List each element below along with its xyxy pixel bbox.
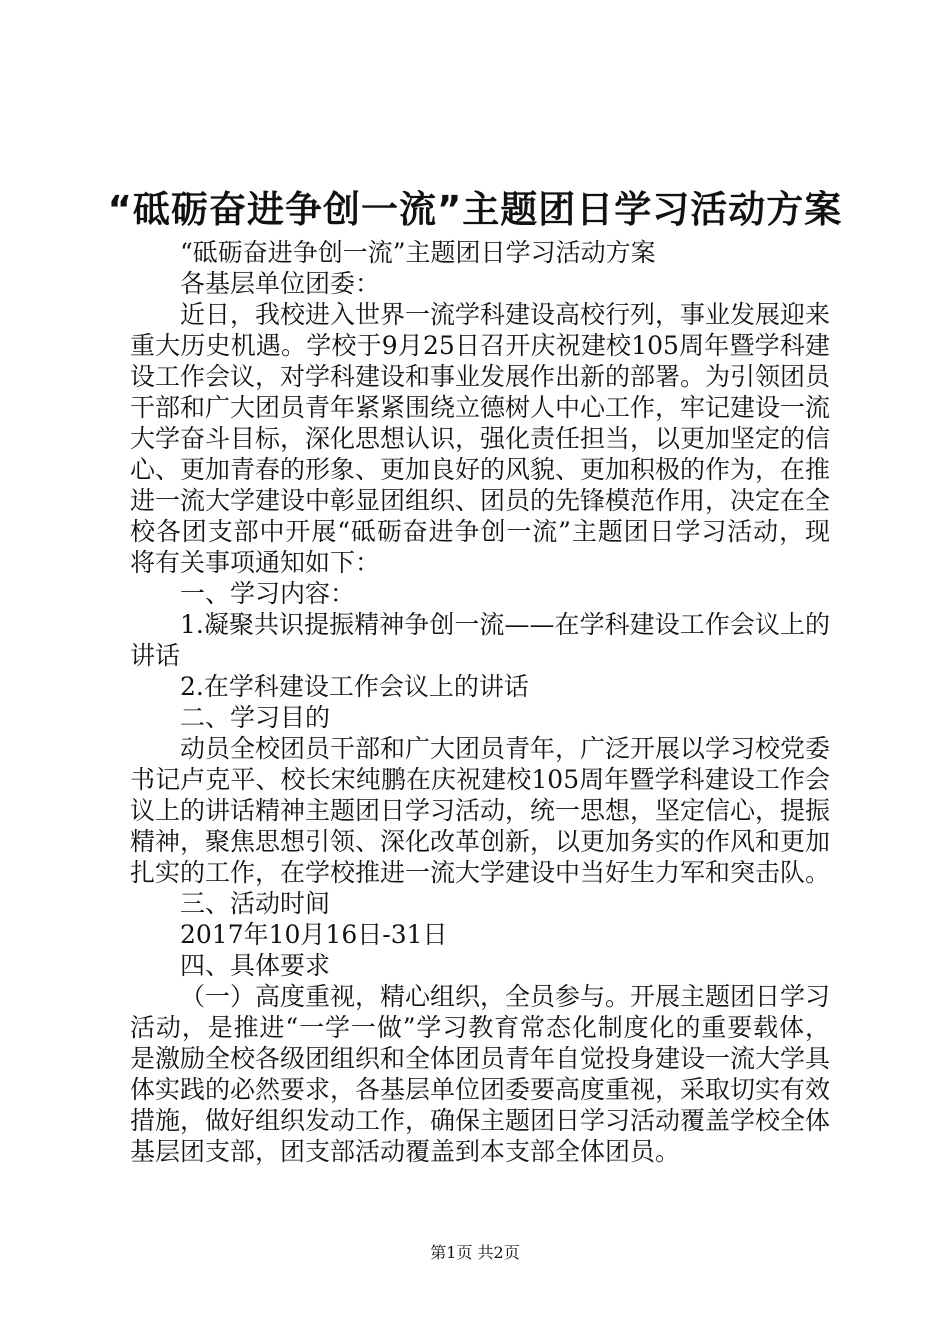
subtitle-paragraph: “砥砺奋进争创一流”主题团日学习活动方案 — [180, 238, 656, 267]
content-item-1: 1.凝聚共识提振精神争创一流——在学科建设工作会议上的讲话 — [130, 610, 830, 670]
section-heading-requirements: 四、具体要求 — [180, 951, 331, 980]
document-title: “砥砺奋进争创一流”主题团日学习活动方案 — [107, 188, 843, 231]
content-item-2: 2.在学科建设工作会议上的讲话 — [180, 672, 529, 701]
page-number-footer: 第1页 共2页 — [430, 1243, 520, 1262]
purpose-paragraph: 动员全校团员干部和广大团员青年，广泛开展以学习校党委书记卢克平、校长宋纯鹏在庆祝建校105周年暨学科建设工作会议上的讲话精神主题团日学习活动，统一思想，坚定信心，提振精神，聚焦思想引领、深化改革创新，以更加务实的作风和更加扎实的工作，在学校推进一流大学建设中当好生力军和突击队。 — [130, 734, 831, 887]
section-heading-time: 三、活动时间 — [180, 889, 331, 918]
section-heading-content: 一、学习内容： — [180, 579, 356, 608]
intro-paragraph: 近日，我校进入世界一流学科建设高校行列，事业发展迎来重大历史机遇。学校于9月25日召开庆祝建校105周年暨学科建设工作会议，对学科建设和事业发展作出新的部署。为引领团员干部和广大团员青年紧紧围绕立德树人中心工作，牢记建设一流大学奋斗目标，深化思想认识，强化责任担当，以更加坚定的信心、更加青春的形象、更加良好的风貌、更加积极的作为，在推进一流大学建设中彰显团组织、团员的先锋模范作用，决定在全校各团支部中开展“砥砺奋进争创一流”主题团日学习活动，现将有关事项通知如下： — [130, 300, 831, 577]
time-paragraph: 2017年10月16日-31日 — [180, 920, 448, 949]
document-body — [130, 237, 830, 1167]
section-heading-purpose: 二、学习目的 — [180, 703, 331, 732]
salutation-paragraph: 各基层单位团委： — [180, 269, 381, 298]
requirement-paragraph-1: （一）高度重视，精心组织，全员参与。开展主题团日学习活动，是推进“一学一做”学习教育常态化制度化的重要载体，是激励全校各级团组织和全体团员青年自觉投身建设一流大学具体实践的必然要求，各基层单位团委要高度重视，采取切实有效措施，做好组织发动工作，确保主题团日学习活动覆盖学校全体基层团支部，团支部活动覆盖到本支部全体团员。 — [130, 982, 831, 1166]
